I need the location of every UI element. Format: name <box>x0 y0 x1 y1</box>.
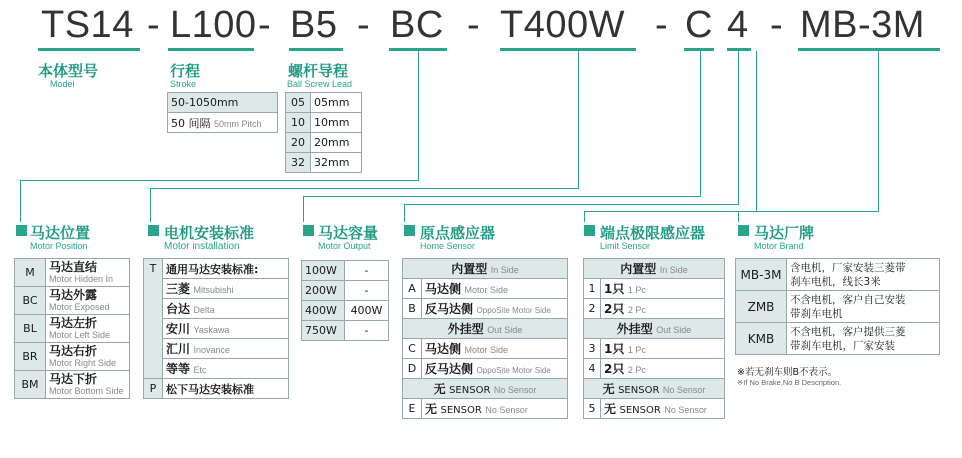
install-brand: 安川 Yaskawa <box>163 319 289 339</box>
home-row: 无 SENSOR No Sensor <box>422 399 568 419</box>
connector <box>404 204 739 205</box>
brand-note-en: ※If No Brake,No B Description. <box>737 378 842 387</box>
home-row: 反马达侧 OppoSite Motor Side <box>422 359 568 379</box>
code-stroke: L100 <box>170 4 257 46</box>
connector <box>584 211 585 222</box>
connector <box>878 51 879 212</box>
position-row: 马达右折 Motor Right Side <box>46 343 130 371</box>
underline-lead <box>289 48 343 51</box>
connector <box>303 196 304 222</box>
lead-code: 05 <box>286 93 311 113</box>
install-title: 电机安装标准 <box>164 224 255 242</box>
position-row: 马达直结 Motor Hidden In <box>46 259 130 287</box>
section-marker-icon <box>16 225 27 236</box>
position-code: M <box>15 259 46 287</box>
brand-title: 马达厂牌 <box>754 224 815 242</box>
limit-row: 2只 2 Pc <box>601 299 725 319</box>
home-code: C <box>403 339 422 359</box>
output-value: 100W <box>302 261 345 281</box>
home-none-header: 无 SENSOR No Sensor <box>403 379 568 399</box>
brand-row: 不含电机，客户提供三菱 带刹车电机，厂家安装 <box>787 323 940 355</box>
install-code-t: T <box>144 259 163 379</box>
lead-code: 10 <box>286 113 311 133</box>
install-code-p: P <box>144 379 163 399</box>
underline-power <box>500 48 636 51</box>
code-dash-3: - <box>357 4 371 46</box>
limit-code: 5 <box>584 399 601 419</box>
limit-code: 4 <box>584 359 601 379</box>
home-code: E <box>403 399 422 419</box>
connector <box>303 196 701 197</box>
limit-code: 1 <box>584 279 601 299</box>
output-value: - <box>345 321 389 341</box>
section-marker-icon <box>584 225 595 236</box>
output-subtitle: Motor Output <box>318 241 371 251</box>
connector <box>150 188 579 189</box>
underline-stroke <box>168 48 254 51</box>
install-brand: 等等 Etc <box>163 359 289 379</box>
brand-code: MB-3M <box>736 259 787 291</box>
brand-row: 含电机，厂家安装三菱带 刹车电机，线长3米 <box>787 259 940 291</box>
limit-row: 1只 1 Pc <box>601 339 725 359</box>
code-home: C <box>685 4 713 46</box>
code-power: T400W <box>500 4 625 46</box>
limit-code: 2 <box>584 299 601 319</box>
home-row: 反马达侧 OppoSite Motor Side <box>422 299 568 319</box>
brand-code: KMB <box>736 323 787 355</box>
stroke-range: 50-1050mm <box>168 93 278 113</box>
limit-row: 无 SENSOR No Sensor <box>601 399 725 419</box>
lead-title: 螺杆导程 <box>288 62 349 80</box>
position-title: 马达位置 <box>30 224 91 242</box>
brand-code: ZMB <box>736 291 787 323</box>
section-marker-icon <box>148 225 159 236</box>
code-dash-5: - <box>655 4 669 46</box>
connector <box>584 211 757 212</box>
brand-subtitle: Motor Brand <box>754 241 804 251</box>
home-inside-header: 内置型 In Side <box>403 259 568 279</box>
output-table <box>301 260 389 341</box>
position-code: BM <box>15 371 46 399</box>
connector <box>738 51 739 205</box>
connector <box>738 211 739 222</box>
limit-title: 端点极限感应器 <box>600 224 706 242</box>
home-code: D <box>403 359 422 379</box>
lead-subtitle: Ball Screw Lead <box>287 79 353 89</box>
output-value: 750W <box>302 321 345 341</box>
connector <box>418 51 419 180</box>
code-position: BC <box>390 4 444 46</box>
section-marker-icon <box>303 225 314 236</box>
connector <box>578 51 579 189</box>
limit-table <box>583 258 725 419</box>
code-model: TS14 <box>41 4 134 46</box>
output-title: 马达容量 <box>318 224 379 242</box>
position-subtitle: Motor Position <box>30 241 88 251</box>
code-dash-2: - <box>258 4 272 46</box>
stroke-subtitle: Stroke <box>170 79 197 89</box>
install-subtitle: Motor installation <box>164 241 240 252</box>
lead-value: 10mm <box>311 113 362 133</box>
home-table <box>402 258 568 419</box>
lead-value: 20mm <box>311 133 362 153</box>
stroke-table <box>167 92 278 133</box>
install-table <box>143 258 289 399</box>
position-table <box>14 258 130 399</box>
code-brand: MB-3M <box>800 4 925 46</box>
home-row: 马达侧 Motor Side <box>422 339 568 359</box>
underline-limit <box>727 48 751 51</box>
limit-none-header: 无 SENSOR No Sensor <box>584 379 725 399</box>
install-brand: 三菱 Mitsubishi <box>163 279 289 299</box>
home-code: B <box>403 299 422 319</box>
code-dash-6: - <box>770 4 784 46</box>
output-value: - <box>345 281 389 301</box>
section-marker-icon <box>738 225 749 236</box>
connector <box>738 211 879 212</box>
connector <box>150 188 151 222</box>
position-code: BR <box>15 343 46 371</box>
limit-code: 3 <box>584 339 601 359</box>
position-row: 马达下折 Motor Bottom Side <box>46 371 130 399</box>
section-marker-icon <box>404 225 415 236</box>
lead-table <box>285 92 362 173</box>
brand-row: 不含电机，客户自己安装 带刹车电机 <box>787 291 940 323</box>
underline-home <box>684 48 714 51</box>
output-value: 400W <box>302 301 345 321</box>
connector <box>20 180 419 181</box>
stroke-title: 行程 <box>170 62 201 80</box>
lead-value: 05mm <box>311 93 362 113</box>
home-subtitle: Home Sensor <box>420 241 476 251</box>
limit-row: 1只 1 Pc <box>601 279 725 299</box>
code-lead: B5 <box>290 4 338 46</box>
code-dash-1: - <box>147 4 161 46</box>
code-dash-4: - <box>467 4 481 46</box>
brand-note: ※若无刹车则B不表示。 <box>737 367 837 378</box>
stroke-pitch: 50 间隔 50mm Pitch <box>168 113 278 133</box>
output-value: 400W <box>345 301 389 321</box>
position-row: 马达左折 Motor Left Side <box>46 315 130 343</box>
home-title: 原点感应器 <box>420 224 496 242</box>
limit-row: 2只 2 Pc <box>601 359 725 379</box>
brand-table <box>735 258 940 355</box>
connector <box>756 51 757 212</box>
model-title: 本体型号 <box>38 62 99 80</box>
home-row: 马达侧 Motor Side <box>422 279 568 299</box>
underline-brand <box>798 48 940 51</box>
model-subtitle: Model <box>50 79 75 89</box>
position-row: 马达外露 Motor Exposed <box>46 287 130 315</box>
home-outside-header: 外挂型 Out Side <box>403 319 568 339</box>
install-t-label: 通用马达安装标准: <box>163 259 289 279</box>
connector <box>20 180 21 222</box>
underline-model <box>38 48 140 51</box>
install-p-label: 松下马达安装标准 <box>163 379 289 399</box>
limit-subtitle: Limit Sensor <box>600 241 651 251</box>
install-brand: 汇川 Inovance <box>163 339 289 359</box>
position-code: BL <box>15 315 46 343</box>
lead-value: 32mm <box>311 153 362 173</box>
home-code: A <box>403 279 422 299</box>
limit-inside-header: 内置型 In Side <box>584 259 725 279</box>
connector <box>700 51 701 197</box>
lead-code: 20 <box>286 133 311 153</box>
output-value: 200W <box>302 281 345 301</box>
connector <box>404 204 405 222</box>
lead-code: 32 <box>286 153 311 173</box>
install-brand: 台达 Delta <box>163 299 289 319</box>
code-limit: 4 <box>727 4 749 46</box>
position-code: BC <box>15 287 46 315</box>
limit-outside-header: 外挂型 Out Side <box>584 319 725 339</box>
output-value: - <box>345 261 389 281</box>
